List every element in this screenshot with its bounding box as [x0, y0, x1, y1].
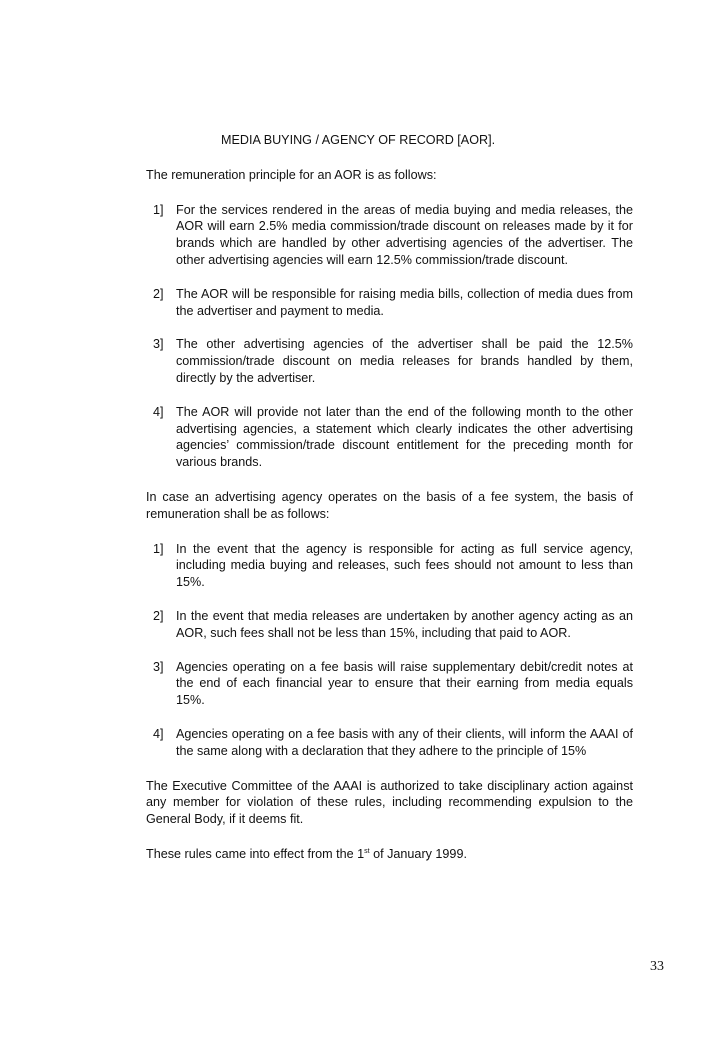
list-item	[146, 286, 633, 320]
list-item-text: Agencies operating on a fee basis with any of their clients, will inform the AAAI of the same along with a declaration that they adhere to the principle of 15%	[176, 726, 633, 758]
list-item	[146, 659, 633, 709]
list-item-number: 2]	[153, 286, 164, 301]
list-item-text: The AOR will provide not later than the end of the following month to the other advertising agencies, a statement which clearly indicates the other advertising agencies’ commission/trade discount entitlement for the preceding month for various brands.	[176, 404, 633, 470]
list-item-number: 4]	[153, 404, 164, 419]
effective-date-text: These rules came into effect from the 1	[146, 846, 365, 861]
list-item-number: 2]	[153, 608, 164, 623]
fee-remuneration-list	[146, 541, 633, 760]
list-item-number: 1]	[153, 541, 164, 556]
list-item-text: Agencies operating on a fee basis will raise supplementary debit/credit notes at the end of each financial year to ensure that their earning from media equals 15%.	[176, 659, 633, 708]
list-item-number: 1]	[153, 202, 164, 217]
section-heading: MEDIA BUYING / AGENCY OF RECORD [AOR].	[221, 133, 496, 147]
list-item-number: 3]	[153, 337, 164, 352]
list-item	[146, 541, 633, 591]
page-number: 33	[650, 959, 664, 974]
page-content	[146, 132, 633, 881]
list-item	[146, 202, 633, 269]
list-item-text: In the event that the agency is responsible for acting as full service agency, including media buying and releases, such fees should not amount to less than 15%.	[176, 541, 633, 590]
list-item	[146, 336, 633, 386]
list-item-number: 3]	[153, 659, 164, 674]
list-item-text: The other advertising agencies of the advertiser shall be paid the 12.5% commission/trade discount on media releases for brands handled by them, directly by the advertiser.	[176, 337, 633, 385]
executive-committee-paragraph: The Executive Committee of the AAAI is authorized to take disciplinary action against any member for violation of these rules, including recommending expulsion to the General Body, if it deems fit.	[146, 778, 633, 827]
aor-remuneration-list	[146, 202, 633, 471]
list-item-number: 4]	[153, 726, 164, 741]
list-item-text: For the services rendered in the areas of media buying and media releases, the AOR will earn 2.5% media commission/trade discount on releases made by it for brands which are handled by other advertising agencies of the advertiser. The other advertising agencies will earn 12.5% commission/trade discount.	[176, 202, 633, 267]
fee-system-intro-paragraph: In case an advertising agency operates on the basis of a fee system, the basis of remuneration shall be as follows:	[146, 489, 633, 521]
aor-intro-paragraph: The remuneration principle for an AOR is as follows:	[146, 167, 437, 182]
list-item	[146, 608, 633, 642]
list-item-text: In the event that media releases are undertaken by another agency acting as an AOR, such fees shall not be less than 15%, including that paid to AOR.	[176, 608, 633, 640]
list-item	[146, 726, 633, 760]
ordinal-superscript: st	[364, 847, 370, 855]
list-item-text: The AOR will be responsible for raising media bills, collection of media dues from the advertiser and payment to media.	[176, 286, 633, 318]
effective-date-paragraph	[146, 846, 633, 863]
list-item	[146, 404, 633, 471]
effective-date-text-end: of January 1999.	[369, 846, 467, 861]
